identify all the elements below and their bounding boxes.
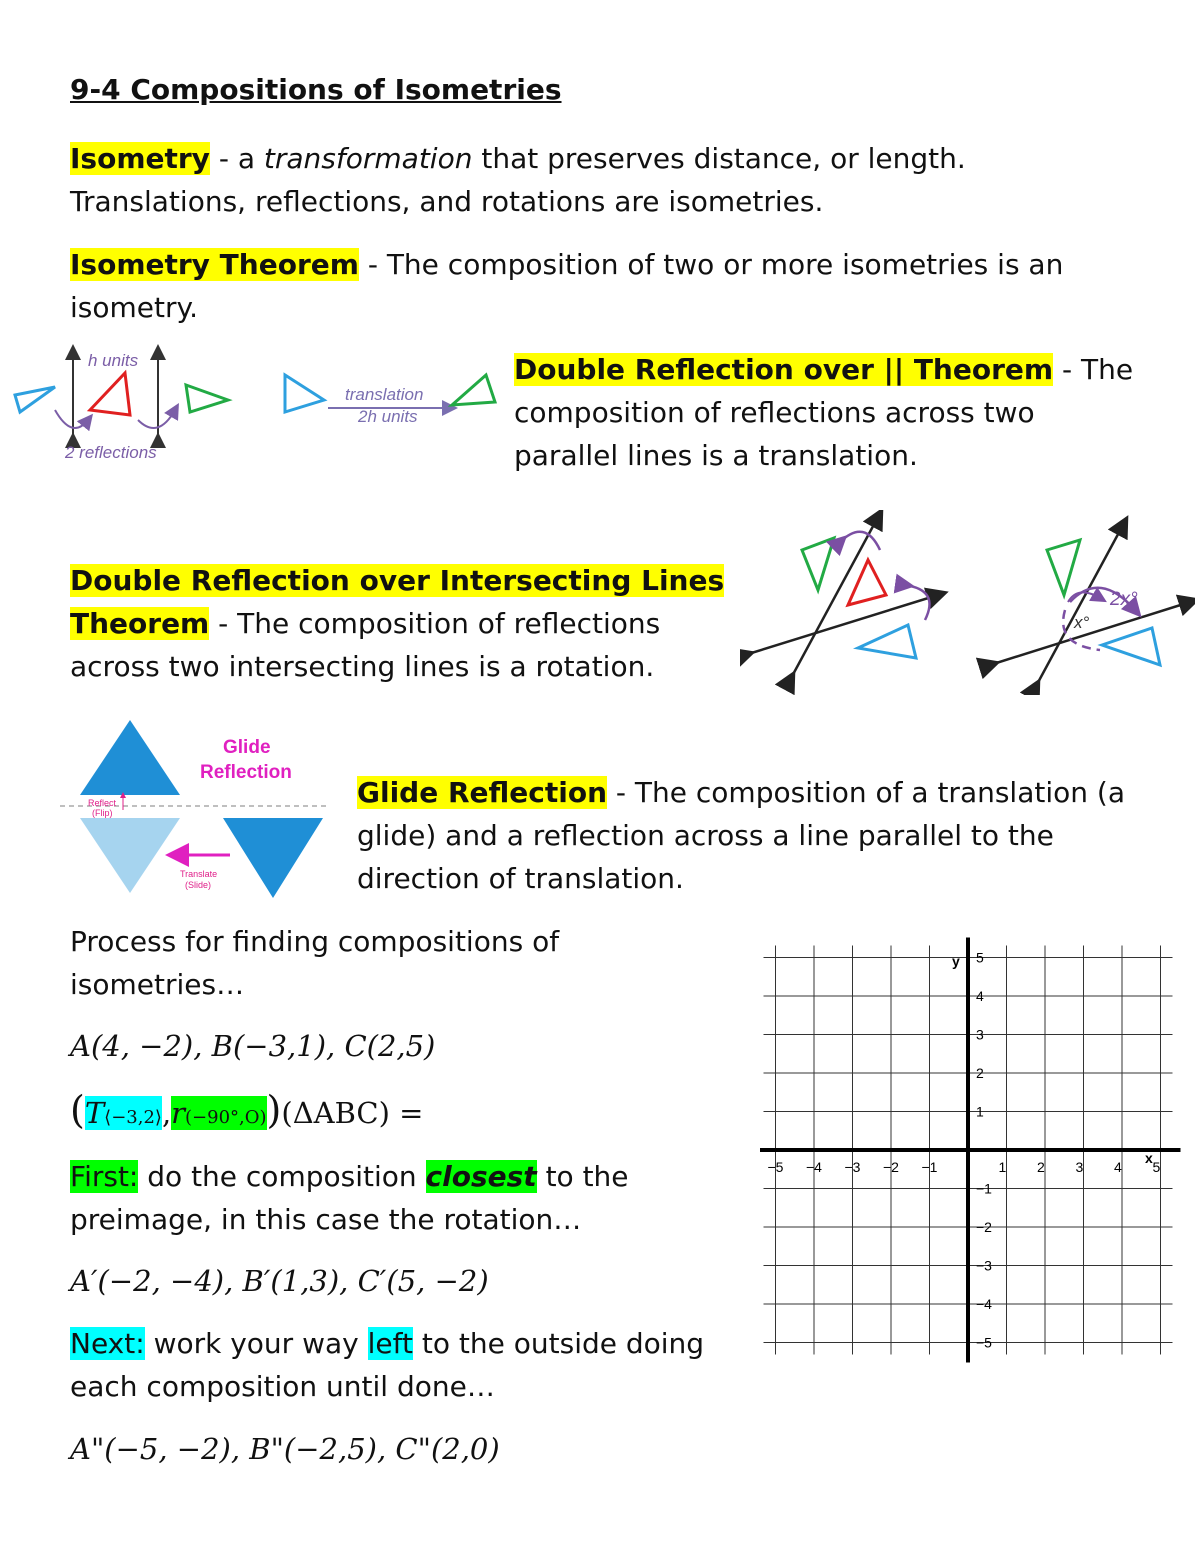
- glide-definition: Glide Reflection - The composition of a translation (a glide) and a reflection across a line parallel to the direction of translation.: [357, 776, 1125, 895]
- slide-label: (Slide): [185, 880, 212, 890]
- x-tick-label: −5: [767, 1159, 784, 1175]
- h-units-label: h units: [88, 351, 139, 370]
- closest-word: closest: [425, 1160, 537, 1193]
- first-step: First: do the composition closest to the preimage, in this case the rotation…: [70, 1160, 629, 1236]
- x-tick-label: 1: [998, 1159, 1007, 1175]
- x-tick-label: −3: [844, 1159, 861, 1175]
- isometry-definition: Isometry - a transformation that preserves distance, or length. Translations, reflections, and rotations are isometries.: [70, 142, 966, 218]
- intersecting-reflections-figure: [740, 510, 1195, 695]
- green-triangle-2: [452, 375, 495, 405]
- intersect-theorem-term: Double Reflection over Intersecting Lines: [70, 564, 725, 597]
- process-intro: Process for finding compositions of isometries…: [70, 925, 560, 1001]
- green-triangle: [186, 385, 228, 412]
- x-tick-label: 2: [1037, 1159, 1045, 1175]
- y-tick-label: −3: [976, 1257, 992, 1274]
- isometry-term: Isometry: [70, 142, 210, 175]
- x-tick-label: −4: [806, 1159, 822, 1175]
- y-tick-label: 4: [976, 988, 984, 1004]
- glide-reflected-triangle: [80, 818, 180, 893]
- reflect-label: Reflect: [88, 798, 117, 808]
- parallel-theorem-term: Double Reflection over || Theorem: [514, 353, 1054, 386]
- next-step: Next: work your way left to the outside doing each composition until done…: [70, 1327, 705, 1403]
- first-label: First:: [70, 1160, 139, 1193]
- y-tick-label: −1: [976, 1180, 992, 1197]
- y-tick-label: 2: [976, 1065, 984, 1081]
- x-axis-label: x: [1145, 1150, 1153, 1166]
- glide-fig-title1: Glide: [223, 737, 271, 758]
- glide-fig-title2: Reflection: [200, 762, 292, 783]
- y-tick-label: 3: [976, 1026, 984, 1043]
- blue-triangle-4: [1102, 628, 1160, 665]
- composition-expression: (T⟨−3,2⟩,r(−90°,O))(ΔABC) =: [70, 1088, 424, 1132]
- translation-notation: T⟨−3,2⟩: [84, 1096, 162, 1130]
- green-triangle-3: [802, 538, 834, 590]
- left-word: left: [367, 1327, 413, 1360]
- next-label: Next:: [70, 1327, 145, 1360]
- 2h-units-label: 2h units: [358, 407, 418, 426]
- x-tick-label: −1: [921, 1159, 938, 1175]
- translation-label: translation: [345, 385, 424, 404]
- green-triangle-4: [1047, 540, 1080, 595]
- x-tick-label: −2: [883, 1159, 899, 1175]
- isometry-theorem-term: Isometry Theorem: [70, 248, 359, 281]
- y-tick-label: 1: [976, 1103, 984, 1120]
- blue-triangle-3: [858, 625, 916, 658]
- x-tick-label: 3: [1075, 1159, 1084, 1175]
- page-title: 9-4 Compositions of Isometries: [70, 73, 562, 106]
- isometry-theorem: Isometry Theorem - The composition of two or more isometries is an isometry.: [70, 248, 1064, 324]
- y-tick-label: −4: [976, 1296, 992, 1312]
- red-triangle: [90, 373, 130, 415]
- x-tick-label: 5: [1152, 1159, 1161, 1175]
- red-triangle-3: [848, 560, 886, 605]
- blue-triangle: [15, 387, 55, 412]
- x-degree-label: x°: [1074, 613, 1090, 632]
- parallel-theorem: Double Reflection over || Theorem - The composition of reflections across two parallel lines is a translation.: [514, 353, 1134, 472]
- x-tick-label: 4: [1114, 1159, 1122, 1175]
- y-tick-label: 5: [976, 949, 984, 966]
- isometry-line2: Translations, reflections, and rotations are isometries.: [70, 185, 824, 218]
- original-points: A(4, −2), B(−3,1), C(2,5): [70, 1029, 436, 1063]
- glide-reflection-figure: [55, 715, 340, 905]
- double-prime-points: A"(−5, −2), B"(−2,5), C"(2,0): [70, 1432, 500, 1466]
- parallel-reflections-figure: [10, 340, 500, 470]
- glide-term: Glide Reflection: [357, 776, 608, 809]
- y-axis-label: y: [952, 953, 960, 969]
- rotation-notation: r(−90°,O): [171, 1096, 267, 1130]
- blue-triangle-2: [285, 375, 324, 412]
- coordinate-grid: [760, 935, 1190, 1365]
- reflections-label: 2 reflections: [65, 443, 157, 462]
- flip-label: (Flip): [92, 808, 113, 818]
- glide-original-triangle: [80, 720, 180, 795]
- glide-image-triangle: [223, 818, 323, 898]
- translate-label: Translate: [180, 869, 218, 879]
- 2x-degree-label: 2x°: [1110, 589, 1138, 610]
- prime-points: A′(−2, −4), B′(1,3), C′(5, −2): [70, 1264, 489, 1298]
- intersect-theorem: Double Reflection over Intersecting Lines Theorem - The composition of reflections across two intersecting lines is a rotation.: [70, 564, 725, 683]
- y-tick-label: −2: [976, 1219, 992, 1235]
- y-tick-label: −5: [976, 1334, 992, 1351]
